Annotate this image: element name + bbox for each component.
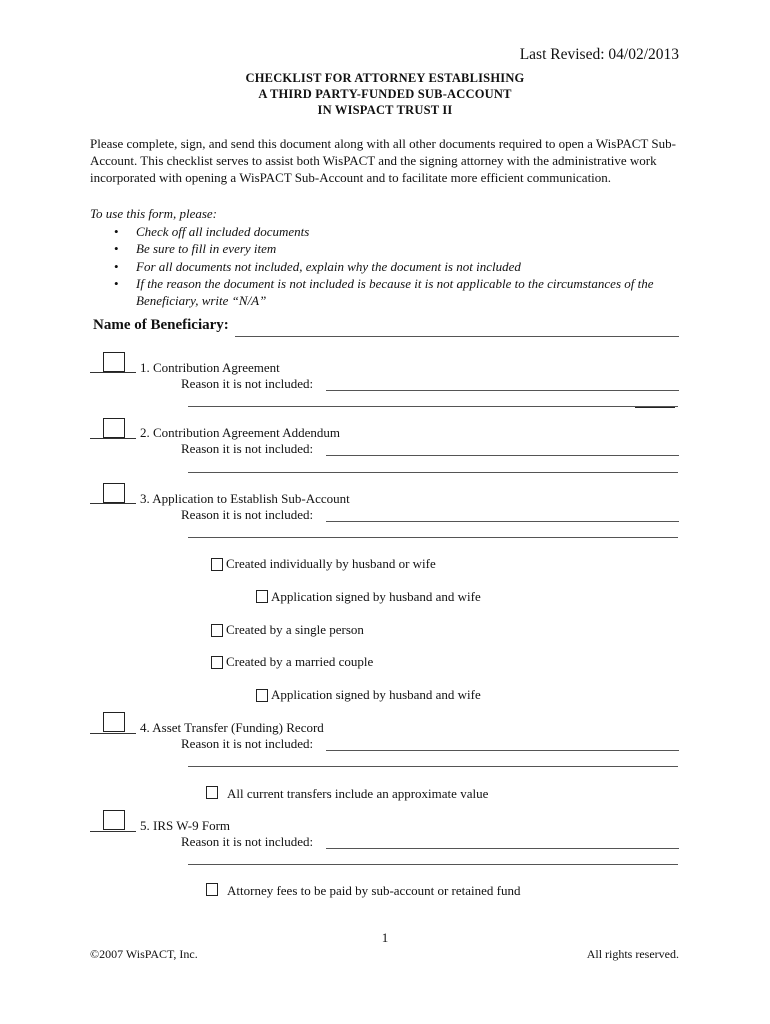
created-single-person-checkbox[interactable] bbox=[211, 624, 223, 637]
irs-w9-checkbox[interactable] bbox=[103, 810, 125, 830]
signed-by-husband-wife-checkbox-2[interactable] bbox=[256, 689, 268, 702]
attorney-fees-checkbox[interactable] bbox=[206, 883, 218, 896]
option-label: Created individually by husband or wife bbox=[226, 556, 436, 571]
rights-reserved: All rights reserved. bbox=[586, 947, 679, 961]
item-underline bbox=[90, 372, 136, 373]
instruction-item: • If the reason the document is not included is because it is not applicable to the circumstances of the Beneficiary, write “N/A” bbox=[112, 275, 692, 310]
signed-by-husband-wife-checkbox[interactable] bbox=[256, 590, 268, 603]
item-underline bbox=[90, 831, 136, 832]
reason-label: Reason it is not included: bbox=[181, 834, 314, 849]
created-married-couple-checkbox[interactable] bbox=[211, 656, 223, 669]
reason-field[interactable] bbox=[326, 848, 679, 849]
reason-field[interactable] bbox=[326, 521, 679, 522]
option-label: Application signed by husband and wife bbox=[271, 687, 481, 702]
reason-field-extra bbox=[635, 407, 675, 408]
item-label: 5. IRS W-9 Form bbox=[140, 818, 231, 833]
form-title-line2: A THIRD PARTY-FUNDED SUB-ACCOUNT bbox=[258, 87, 512, 101]
form-title-line1: CHECKLIST FOR ATTORNEY ESTABLISHING bbox=[245, 71, 525, 85]
beneficiary-name-field[interactable] bbox=[235, 336, 679, 337]
item-label: 4. Asset Transfer (Funding) Record bbox=[140, 720, 324, 735]
reason-field-line2[interactable] bbox=[188, 766, 678, 767]
reason-label: Reason it is not included: bbox=[181, 376, 314, 391]
contribution-agreement-checkbox[interactable] bbox=[103, 352, 125, 372]
contribution-addendum-checkbox[interactable] bbox=[103, 418, 125, 438]
instruction-item: • For all documents not included, explain why the document is not included bbox=[112, 258, 692, 275]
option-label: Application signed by husband and wife bbox=[271, 589, 481, 604]
reason-field-line2[interactable] bbox=[188, 406, 678, 407]
reason-label: Reason it is not included: bbox=[181, 441, 314, 456]
instructions-heading: To use this form, please: bbox=[90, 206, 217, 221]
reason-field-line2[interactable] bbox=[188, 537, 678, 538]
form-title-line3: IN WISPACT TRUST II bbox=[317, 103, 453, 117]
beneficiary-label: Name of Beneficiary: bbox=[93, 317, 229, 333]
option-label: Created by a single person bbox=[226, 622, 364, 637]
created-individually-checkbox[interactable] bbox=[211, 558, 223, 571]
item-underline bbox=[90, 733, 136, 734]
last-revised: Last Revised: 04/02/2013 bbox=[519, 46, 679, 63]
item-label: 2. Contribution Agreement Addendum bbox=[140, 425, 341, 440]
application-checkbox[interactable] bbox=[103, 483, 125, 503]
option-label: Attorney fees to be paid by sub-account or retained fund bbox=[227, 883, 521, 898]
page-number: 1 bbox=[381, 930, 389, 945]
reason-field-line2[interactable] bbox=[188, 864, 678, 865]
reason-label: Reason it is not included: bbox=[181, 736, 314, 751]
reason-field[interactable] bbox=[326, 390, 679, 391]
reason-label: Reason it is not included: bbox=[181, 507, 314, 522]
item-label: 3. Application to Establish Sub-Account bbox=[140, 491, 350, 506]
item-label: 1. Contribution Agreement bbox=[140, 360, 280, 375]
instructions-list bbox=[112, 223, 692, 309]
reason-field[interactable] bbox=[326, 455, 679, 456]
approximate-value-checkbox[interactable] bbox=[206, 786, 218, 799]
reason-field-line2[interactable] bbox=[188, 472, 678, 473]
copyright: ©2007 WisPACT, Inc. bbox=[90, 947, 198, 961]
item-underline bbox=[90, 503, 136, 504]
option-label: All current transfers include an approximate value bbox=[227, 786, 489, 801]
asset-transfer-checkbox[interactable] bbox=[103, 712, 125, 732]
intro-paragraph: Please complete, sign, and send this document along with all other documents required to open a WisPACT Sub-Account. This checklist serves to assist both WisPACT and the signing attorney with the administrative work incorporated with opening a WisPACT Sub-Account and to facilitate more efficient communication. bbox=[90, 136, 676, 185]
item-underline bbox=[90, 438, 136, 439]
instruction-item: • Check off all included documents bbox=[112, 223, 692, 240]
instruction-item: • Be sure to fill in every item bbox=[112, 240, 692, 257]
reason-field[interactable] bbox=[326, 750, 679, 751]
option-label: Created by a married couple bbox=[226, 654, 374, 669]
